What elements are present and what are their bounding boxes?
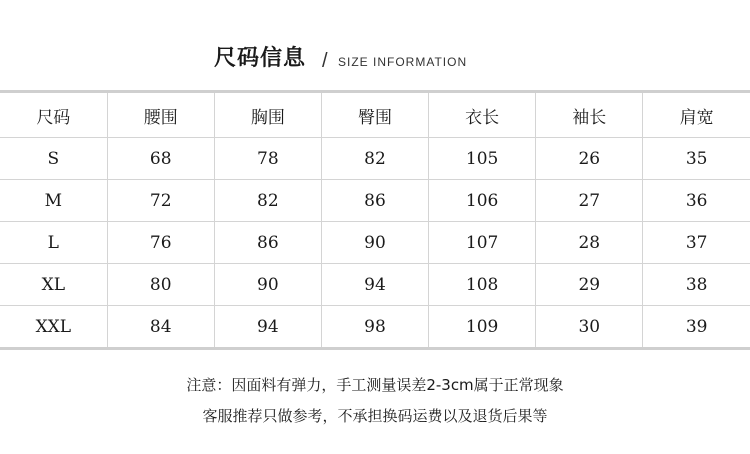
table-cell: 30	[536, 306, 643, 348]
table-cell: 36	[643, 180, 750, 222]
table-cell: 82	[214, 180, 321, 222]
table-cell: 29	[536, 264, 643, 306]
table-cell: 39	[643, 306, 750, 348]
table-cell-size: XXL	[0, 306, 107, 348]
column-header-hip: 臀围	[321, 93, 428, 138]
title-separator: /	[322, 50, 328, 72]
table-cell: 28	[536, 222, 643, 264]
table-row	[0, 264, 750, 306]
table-cell: 105	[429, 138, 536, 180]
disclaimer-note: 客服推荐只做参考，不承担换码运费以及退货后果等	[202, 407, 548, 425]
table-cell: 37	[643, 222, 750, 264]
table-row	[0, 306, 750, 348]
table-cell: 86	[321, 180, 428, 222]
table-cell: 86	[214, 222, 321, 264]
table-cell: 78	[214, 138, 321, 180]
measurement-note: 注意：因面料有弹力，手工测量误差2-3cm属于正常现象	[186, 376, 564, 394]
table-cell: 27	[536, 180, 643, 222]
table-cell: 35	[643, 138, 750, 180]
table-row	[0, 138, 750, 180]
column-header-shoulder: 肩宽	[643, 93, 750, 138]
table-cell-size: M	[0, 180, 107, 222]
column-header-sleeve: 袖长	[536, 93, 643, 138]
title-chinese: 尺码信息	[214, 46, 307, 71]
table-cell: 94	[214, 306, 321, 348]
table-cell: 94	[321, 264, 428, 306]
size-info-header	[0, 44, 750, 78]
table-cell: 90	[321, 222, 428, 264]
table-cell: 98	[321, 306, 428, 348]
column-header-chest: 胸围	[214, 93, 321, 138]
column-header-waist: 腰围	[107, 93, 214, 138]
table-cell: 76	[107, 222, 214, 264]
table-cell: 26	[536, 138, 643, 180]
table-cell: 80	[107, 264, 214, 306]
table-cell: 108	[429, 264, 536, 306]
table-cell: 90	[214, 264, 321, 306]
table-header-row	[0, 93, 750, 138]
table-cell-size: S	[0, 138, 107, 180]
table-cell: 84	[107, 306, 214, 348]
table-cell: 107	[429, 222, 536, 264]
size-table-container	[0, 90, 750, 350]
table-cell-size: L	[0, 222, 107, 264]
table-cell: 72	[107, 180, 214, 222]
table-cell: 109	[429, 306, 536, 348]
table-cell: 68	[107, 138, 214, 180]
size-table	[0, 93, 750, 347]
table-cell-size: XL	[0, 264, 107, 306]
title-english: SIZE INFORMATION	[338, 55, 468, 69]
table-row	[0, 180, 750, 222]
table-cell: 82	[321, 138, 428, 180]
table-row	[0, 222, 750, 264]
table-cell: 38	[643, 264, 750, 306]
column-header-size: 尺码	[36, 107, 71, 128]
table-cell: 106	[429, 180, 536, 222]
column-header-length: 衣长	[429, 93, 536, 138]
